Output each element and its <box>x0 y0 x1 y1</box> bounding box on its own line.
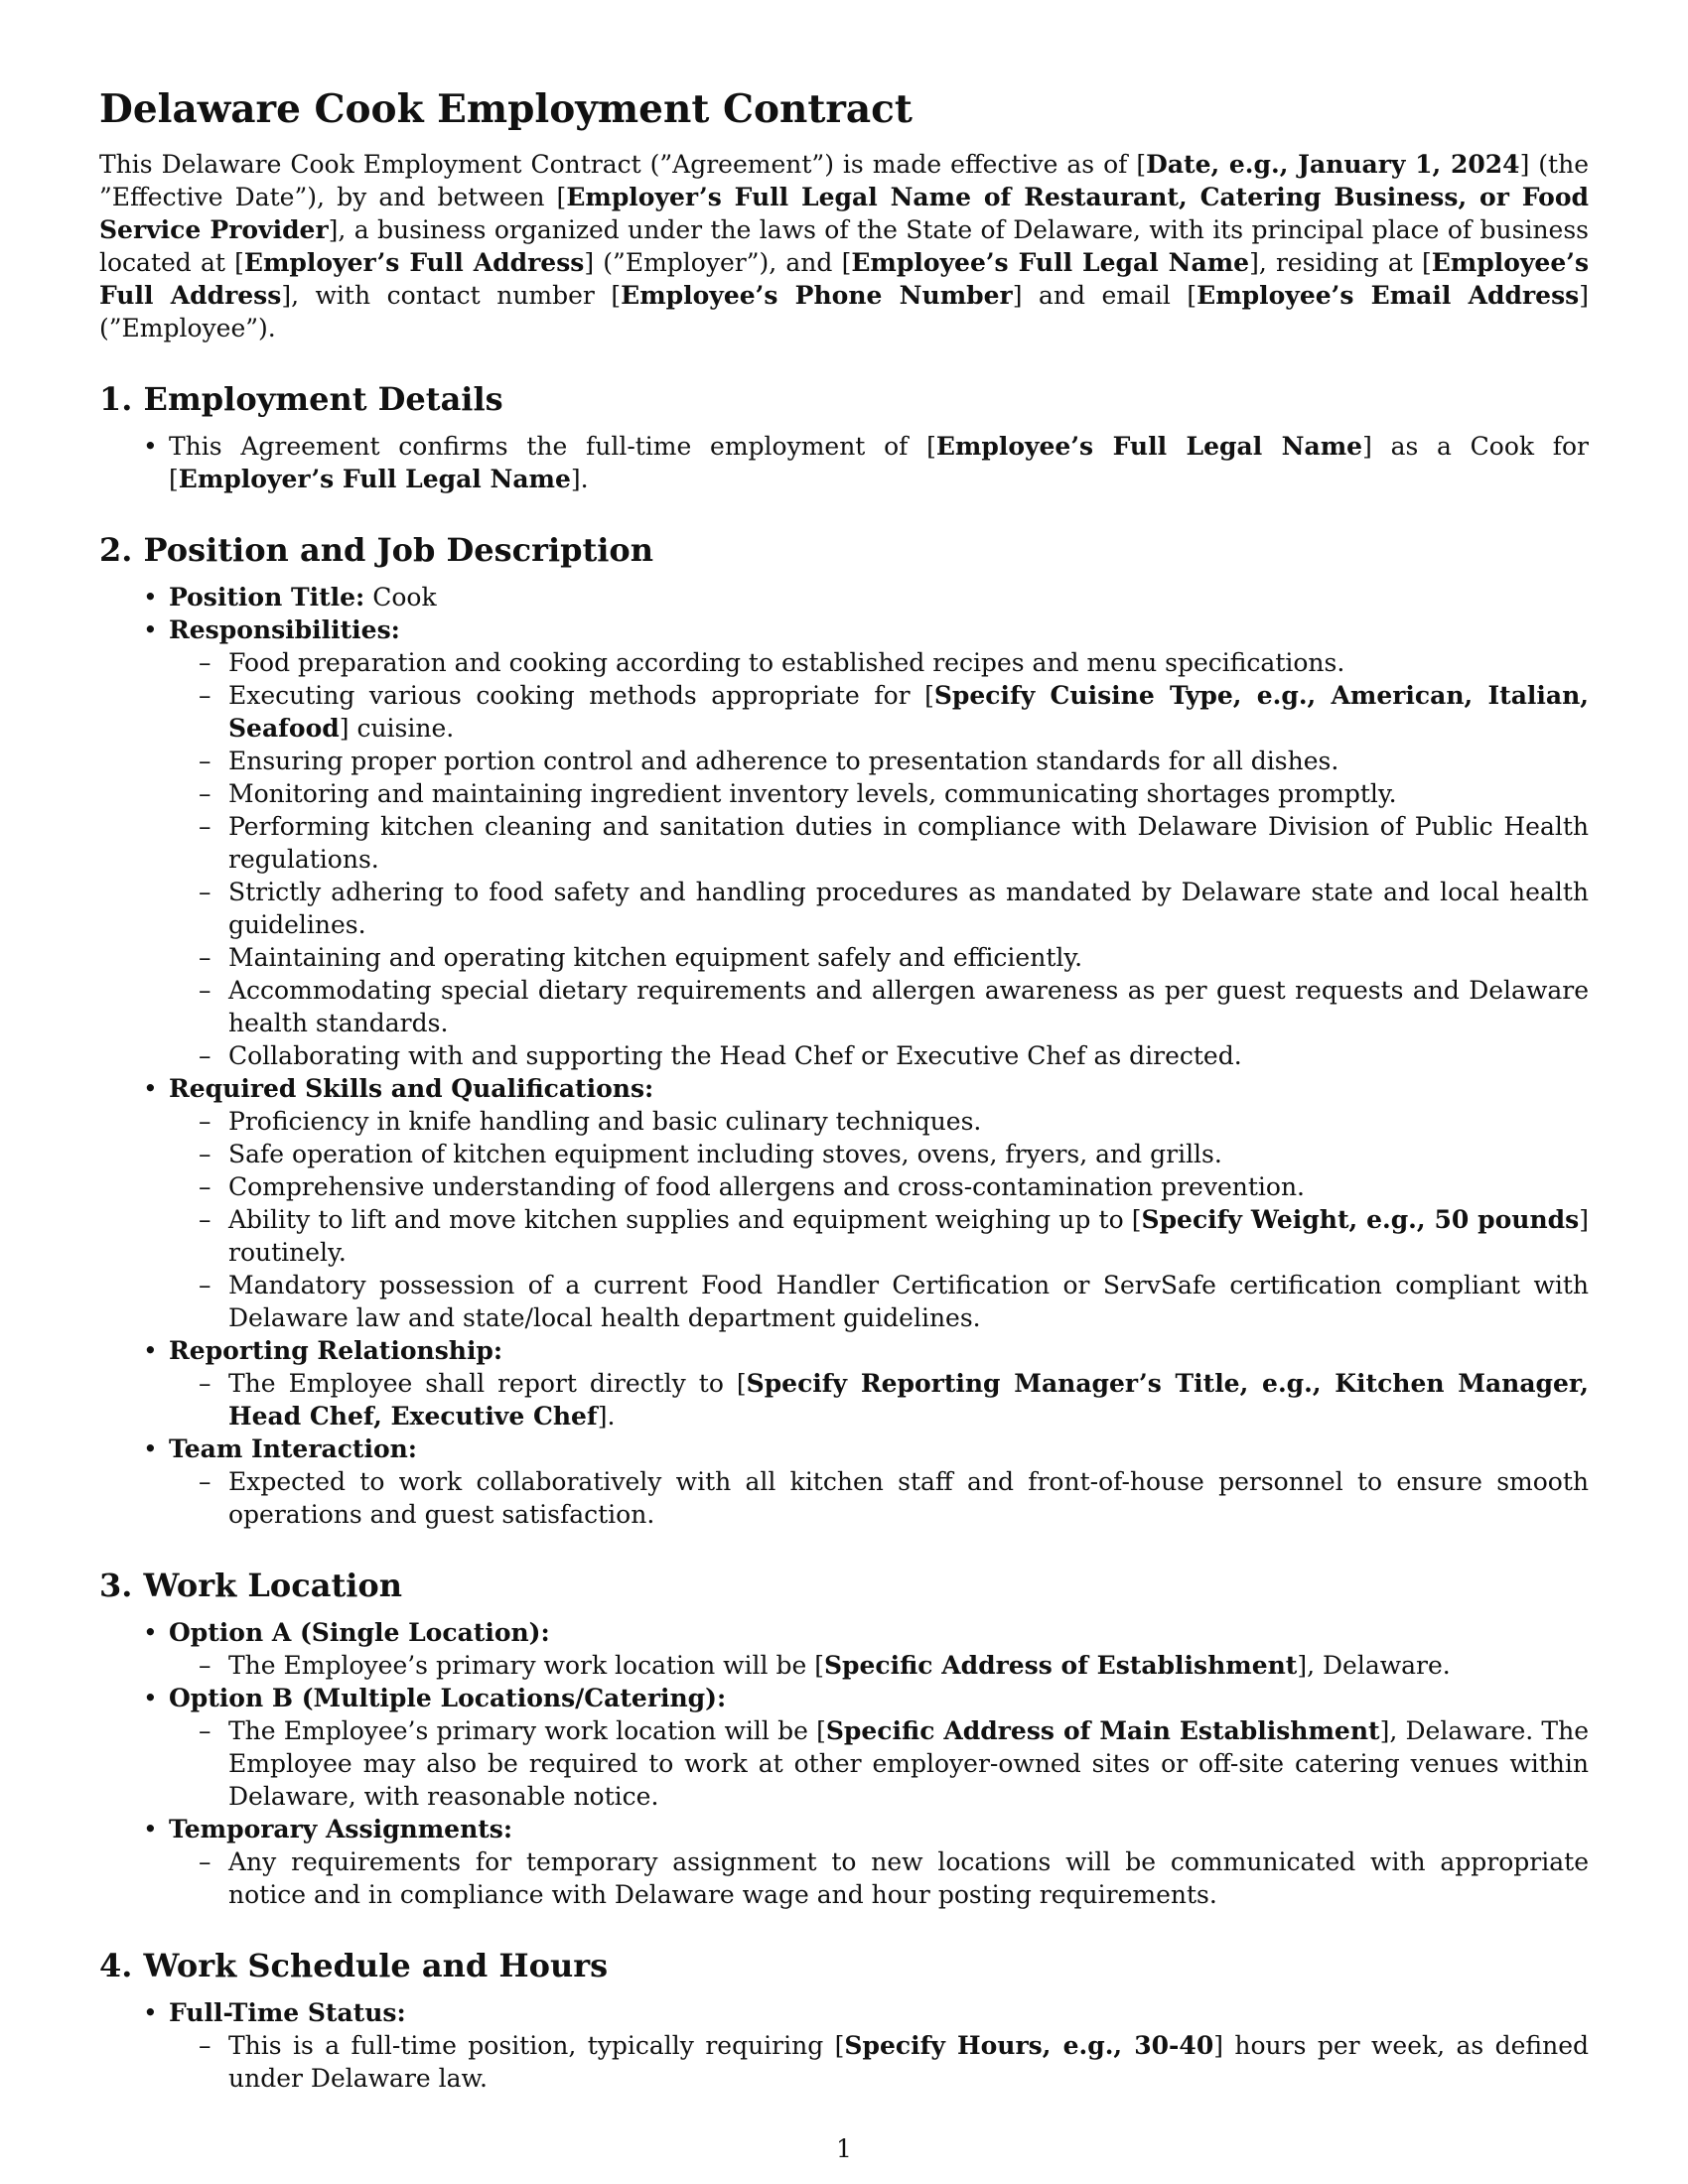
document-page <box>99 84 1589 2095</box>
text-run: Collaborating with and supporting the Head Chef or Executive Chef as directed. <box>228 1041 1242 1070</box>
section-list <box>99 430 1589 495</box>
sub-list <box>169 1649 1589 1682</box>
placeholder-field: Specify Cuisine Type, e.g., American, Italian, Seafood <box>228 681 1589 743</box>
text-run: This Agreement confirms the full-time employment of [ <box>169 432 936 461</box>
list-item <box>169 614 1589 1072</box>
sub-list-item <box>228 1203 1589 1269</box>
placeholder-field: Option B (Multiple Locations/Catering): <box>169 1684 727 1712</box>
sub-list-item <box>228 1269 1589 1334</box>
section-list <box>99 1996 1589 2095</box>
sub-list <box>169 1714 1589 1813</box>
placeholder-field: Specify Weight, e.g., 50 pounds <box>1141 1205 1580 1234</box>
sub-list-item <box>228 1105 1589 1138</box>
list-item <box>169 1072 1589 1334</box>
text-run: ], a business organized under the laws of the State of Delaware, with its principal place of business located at [ <box>99 215 1589 277</box>
placeholder-field: Specific Address of Establishment <box>823 1651 1298 1680</box>
section-heading: 1. Employment Details <box>99 380 503 418</box>
placeholder-field: Employee’s Full Legal Name <box>935 432 1363 461</box>
placeholder-field: Full-Time Status: <box>169 1998 406 2027</box>
placeholder-field: Employee’s Phone Number <box>621 281 1013 310</box>
text-run: Food preparation and cooking according to established recipes and menu specifications. <box>228 648 1345 677</box>
text-run: ] routinely. <box>228 1205 1589 1267</box>
sections-container <box>99 378 1589 2095</box>
text-run: ], Delaware. <box>1297 1651 1451 1680</box>
list-item <box>169 430 1589 495</box>
sub-list-item <box>228 941 1589 974</box>
sub-list <box>169 2029 1589 2095</box>
text-run: The Employee’s primary work location will be [ <box>228 1716 826 1745</box>
section-heading: 4. Work Schedule and Hours <box>99 1947 609 1984</box>
sub-list-item <box>228 777 1589 810</box>
sub-list <box>169 646 1589 1072</box>
text-run: Comprehensive understanding of food allergens and cross-contamination prevention. <box>228 1172 1306 1201</box>
placeholder-field: Team Interaction: <box>169 1434 418 1463</box>
placeholder-field: Employer’s Full Legal Name of Restaurant, Catering Business, or Food Service Provider <box>99 183 1589 244</box>
text-run: Executing various cooking methods appropriate for [ <box>228 681 934 710</box>
page-number: 1 <box>836 2134 852 2163</box>
placeholder-field: Specify Reporting Manager’s Title, e.g., Kitchen Manager, Head Chef, Executive Chef <box>228 1369 1589 1431</box>
text-run: Monitoring and maintaining ingredient inventory levels, communicating shortages promptly. <box>228 779 1397 808</box>
sub-list-item <box>228 1465 1589 1531</box>
text-run: Maintaining and operating kitchen equipment safely and efficiently. <box>228 943 1083 972</box>
sub-list-item <box>228 876 1589 941</box>
placeholder-field: Specific Address of Main Establishment <box>825 1716 1380 1745</box>
sub-list-item <box>228 1367 1589 1433</box>
text-run: Cook <box>364 583 437 612</box>
text-run: Performing kitchen cleaning and sanitation duties in compliance with Delaware Division of Public Health regulations. <box>228 812 1589 874</box>
placeholder-field: Employer’s Full Address <box>243 248 585 277</box>
text-run: The Employee’s primary work location will be [ <box>228 1651 824 1680</box>
sub-list-item <box>228 974 1589 1039</box>
sub-list-item <box>228 745 1589 777</box>
placeholder-field: Employee’s Full Legal Name <box>851 248 1250 277</box>
sub-list-item <box>228 1170 1589 1203</box>
list-item <box>169 1682 1589 1813</box>
section-list <box>99 581 1589 1531</box>
text-run: Any requirements for temporary assignment to new locations will be communicated with appropriate notice and in compliance with Delaware wage and hour posting requirements. <box>228 1847 1589 1909</box>
text-run: ], with contact number [ <box>281 281 622 310</box>
text-run: ] cuisine. <box>339 714 455 743</box>
sub-list-item <box>228 1138 1589 1170</box>
sub-list-item <box>228 2029 1589 2095</box>
text-run: Strictly adhering to food safety and handling procedures as mandated by Delaware state and local health guidelines. <box>228 878 1589 939</box>
section-heading: 3. Work Location <box>99 1567 402 1604</box>
text-run: ], Delaware. The Employee may also be required to work at other employer-owned sites or off-site catering venues within Delaware, with reasonable notice. <box>228 1716 1590 1811</box>
placeholder-field: Option A (Single Location): <box>169 1618 550 1647</box>
text-run: ] (”Employer”), and [ <box>584 248 852 277</box>
placeholder-field: Employee’s Email Address <box>1196 281 1580 310</box>
list-item <box>169 581 1589 614</box>
placeholder-field: Reporting Relationship: <box>169 1336 503 1365</box>
text-run: Ensuring proper portion control and adherence to presentation standards for all dishes. <box>228 747 1339 775</box>
text-run: Accommodating special dietary requirements and allergen awareness as per guest requests and Delaware health standards. <box>228 976 1589 1037</box>
text-run: Safe operation of kitchen equipment including stoves, ovens, fryers, and grills. <box>228 1140 1222 1168</box>
list-item <box>169 1334 1589 1433</box>
list-item <box>169 1813 1589 1911</box>
text-run: ] hours per week, as defined under Delaware law. <box>228 2031 1590 2093</box>
sub-list <box>169 1105 1589 1334</box>
intro-paragraph <box>99 148 1589 344</box>
placeholder-field: Employee’s Full Address <box>99 248 1590 310</box>
sub-list-item <box>228 810 1589 876</box>
text-run: Proficiency in knife handling and basic culinary techniques. <box>228 1107 982 1136</box>
document-title: Delaware Cook Employment Contract <box>99 86 913 132</box>
text-run: Ability to lift and move kitchen supplies and equipment weighing up to [ <box>228 1205 1142 1234</box>
text-run: This Delaware Cook Employment Contract (”Agreement”) is made effective as of [ <box>99 150 1147 179</box>
sub-list <box>169 1845 1589 1911</box>
placeholder-field: Date, e.g., January 1, 2024 <box>1146 150 1520 179</box>
text-run: ] (the ”Effective Date”), by and between [ <box>99 150 1589 211</box>
text-run: ] as a Cook for [ <box>169 432 1589 493</box>
placeholder-field: Temporary Assignments: <box>169 1815 513 1843</box>
text-run: ]. <box>570 465 589 493</box>
text-run: ] and email [ <box>1012 281 1197 310</box>
sub-list-item <box>228 1714 1589 1813</box>
sub-list-item <box>228 1845 1589 1911</box>
text-run: ] (”Employee”). <box>99 281 1589 342</box>
text-run: ], residing at [ <box>1249 248 1432 277</box>
text-run: ]. <box>597 1402 616 1431</box>
list-item <box>169 1616 1589 1682</box>
sub-list-item <box>228 1039 1589 1072</box>
text-run: Mandatory possession of a current Food Handler Certification or ServSafe certification compliant with Delaware law and state/local health department guidelines. <box>228 1271 1589 1332</box>
placeholder-field: Specify Hours, e.g., 30-40 <box>844 2031 1214 2060</box>
placeholder-field: Position Title: <box>169 583 365 612</box>
sub-list <box>169 1465 1589 1531</box>
section-heading: 2. Position and Job Description <box>99 531 654 569</box>
sub-list-item <box>228 1649 1589 1682</box>
text-run: This is a full-time position, typically requiring [ <box>228 2031 845 2060</box>
list-item <box>169 1996 1589 2095</box>
section-list <box>99 1616 1589 1911</box>
placeholder-field: Responsibilities: <box>169 615 400 644</box>
sub-list-item <box>228 679 1589 745</box>
sub-list <box>169 1367 1589 1433</box>
text-run: Expected to work collaboratively with all kitchen staff and front-of-house personnel to ensure smooth operations and guest satisfaction. <box>228 1467 1589 1529</box>
placeholder-field: Employer’s Full Legal Name <box>178 465 571 493</box>
list-item <box>169 1433 1589 1531</box>
sub-list-item <box>228 646 1589 679</box>
placeholder-field: Required Skills and Qualifications: <box>169 1074 654 1103</box>
text-run: The Employee shall report directly to [ <box>228 1369 747 1398</box>
